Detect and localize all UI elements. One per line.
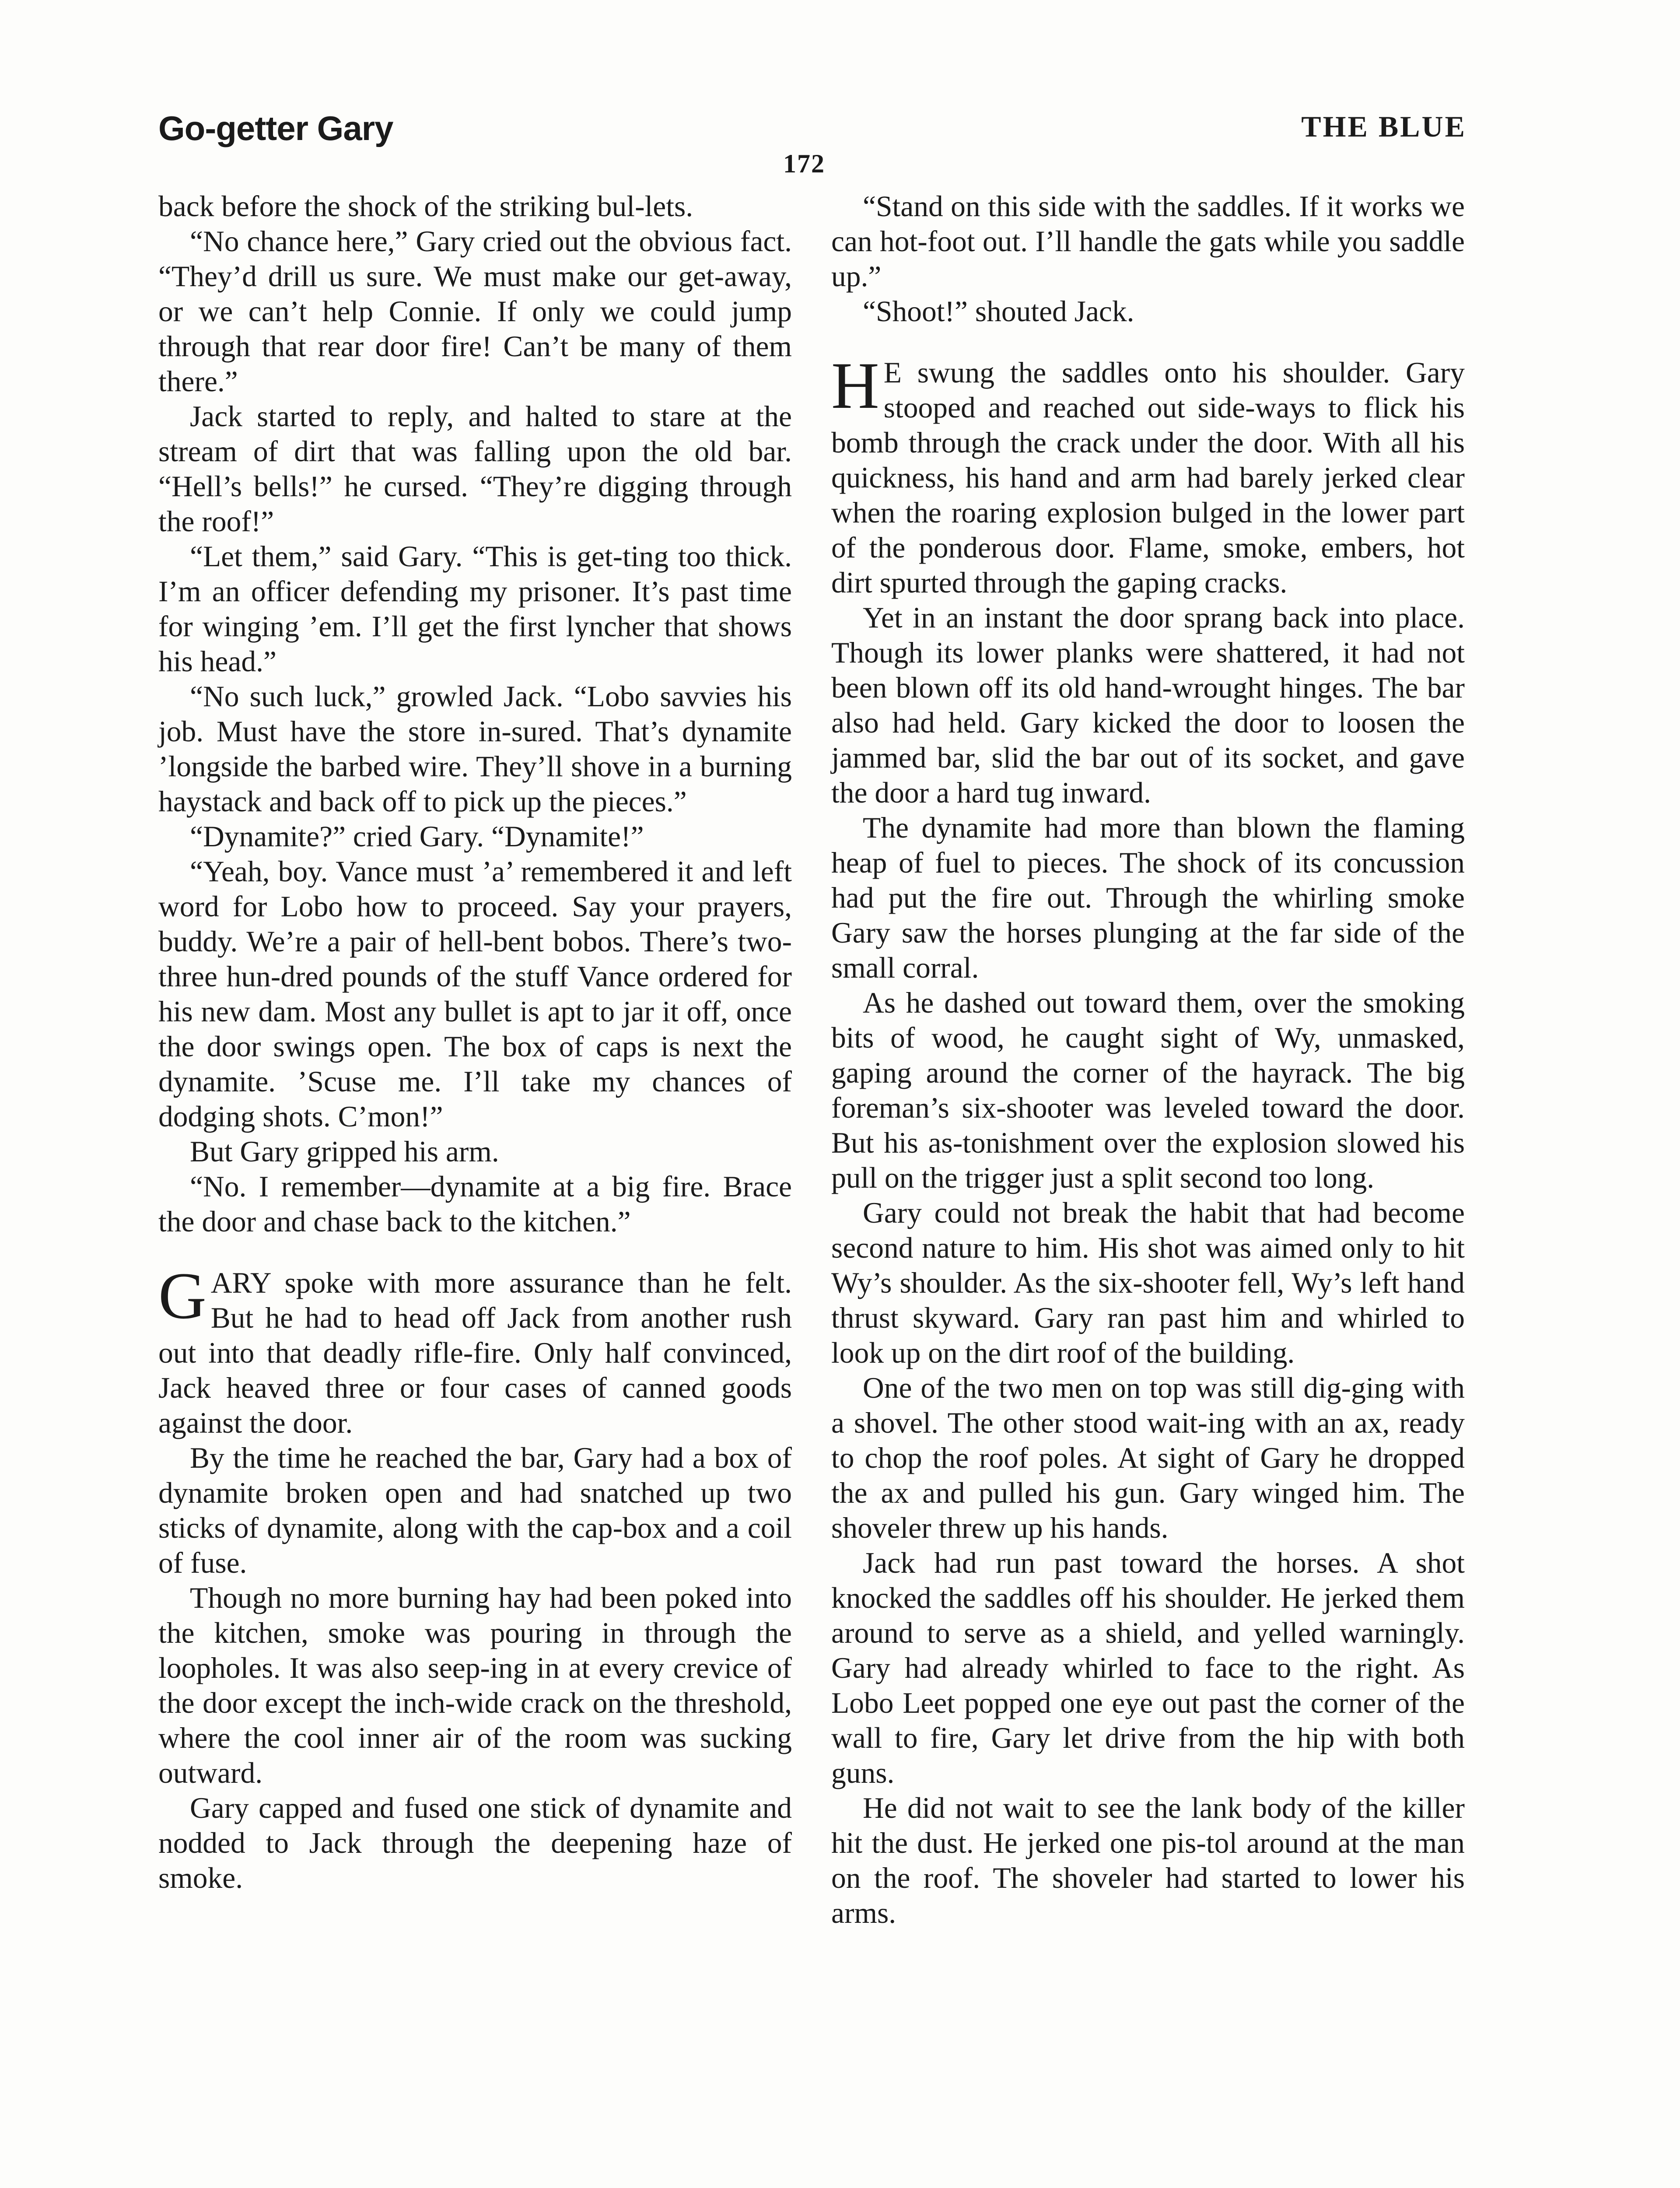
paragraph-text: He did not wait to see the lank body of the killer hit the dust. He jerked one pis-tol around at the man on the roof. The shoveler had started to lower his arms. <box>831 1792 1465 1929</box>
paragraph <box>831 600 1465 810</box>
paragraph-text: The dynamite had more than blown the flaming heap of fuel to pieces. The shock of its concussion had put the fire out. Through the whirling smoke Gary saw the horses plunging at the far side of the small corral. <box>831 811 1465 984</box>
paragraph <box>831 985 1465 1196</box>
magazine-title: THE BLUE <box>1301 110 1466 143</box>
paragraph <box>831 1196 1465 1371</box>
paragraph-text: back before the shock of the striking bul-lets. <box>158 190 693 223</box>
paragraph-text: E swung the saddles onto his shoulder. Gary stooped and reached out side-ways to flick his bomb through the crack under the door. With all his quickness, his hand and arm had barely jerked clear when the roaring explosion bulged in the lower part of the ponderous door. Flame, smoke, embers, hot dirt spurted through the gaping cracks. <box>831 356 1465 599</box>
paragraph <box>158 224 792 399</box>
drop-cap: H <box>831 349 879 422</box>
paragraph-text: ARY spoke with more assurance than he felt. But he had to head off Jack from another rush out into that deadly rifle-fire. Only half convinced, Jack heaved three or four cases of canned goods against the door. <box>158 1266 792 1439</box>
paragraph-text: As he dashed out toward them, over the smoking bits of wood, he caught sight of Wy, unmasked, gaping around the corner of the hayrack. The big foreman’s six-shooter was leveled toward the door. But his as-tonishment over the explosion slowed his pull on the trigger just a split second too long. <box>831 986 1465 1194</box>
paragraph <box>158 854 792 1134</box>
paragraph-text: Jack started to reply, and halted to stare at the stream of dirt that was falling upon the old bar. “Hell’s bells!” he cursed. “They’re digging through the roof!” <box>158 400 792 538</box>
paragraph <box>158 1581 792 1791</box>
paragraph-text: One of the two men on top was still dig-ging with a shovel. The other stood wait-ing with an ax, ready to chop the roof poles. At sight of Gary he dropped the ax and pulled his gun. Gary winged him. The shoveler threw up his hands. <box>831 1371 1465 1544</box>
paragraph-text: “Dynamite?” cried Gary. “Dynamite!” <box>190 820 644 853</box>
paragraph <box>158 819 792 854</box>
paragraph <box>158 1134 792 1169</box>
paragraph-text: Though no more burning hay had been poked into the kitchen, smoke was pouring in through the loopholes. It was also seep-ing in at every crevice of the door except the inch-wide crack on the threshold, where the cool inner air of the room was sucking outward. <box>158 1581 792 1789</box>
paragraph-text: But Gary gripped his arm. <box>190 1135 499 1168</box>
paragraph <box>831 1791 1465 1931</box>
paragraph-text: Jack had run past toward the horses. A shot knocked the saddles off his shoulder. He jerked them around to serve as a shield, and yelled warningly. Gary had already whirled to face to the right. As Lobo Leet popped one eye out past the corner of the wall to fire, Gary let drive from the hip with both guns. <box>831 1546 1465 1789</box>
paragraph-text: “No. I remember—dynamite at a big fire. Brace the door and chase back to the kitchen.” <box>158 1170 792 1238</box>
paragraph-text: “Let them,” said Gary. “This is get-ting too thick. I’m an officer defending my prisoner. It’s past time for winging ’em. I’ll get the first lyncher that shows his head.” <box>158 540 792 678</box>
paragraph <box>158 1791 792 1896</box>
paragraph <box>831 1371 1465 1546</box>
paragraph-text: Gary could not break the habit that had become second nature to him. His shot was aimed only to hit Wy’s shoulder. As the six-shooter fell, Wy’s left hand thrust skyward. Gary ran past him and whirled to look up on the dirt roof of the building. <box>831 1196 1465 1369</box>
paragraph-text: “No such luck,” growled Jack. “Lobo savvies his job. Must have the store in-sured. That’s dynamite ’longside the barbed wire. They’ll shove in a burning haystack and back off to pick up the pieces.” <box>158 680 792 818</box>
right-column <box>831 189 1465 1931</box>
paragraph <box>831 294 1465 329</box>
paragraph-text: “Yeah, boy. Vance must ’a’ remembered it and left word for Lobo how to proceed. Say your prayers, buddy. We’re a pair of hell-bent bobos. There’s two-three hun-dred pounds of the stuff Vance ordered for his new dam. Most any bullet is apt to jar it off, once the door swings open. The box of caps is next the dynamite. ’Scuse me. I’ll take my chances of dodging shots. C’mon!” <box>158 855 792 1133</box>
page-number: 172 <box>783 149 825 178</box>
paragraph-text: “Stand on this side with the saddles. If it works we can hot-foot out. I’ll handle the gats while you saddle up.” <box>831 190 1465 293</box>
paragraph <box>158 1259 792 1441</box>
paragraph-text: Gary capped and fused one stick of dynamite and nodded to Jack through the deepening haze of smoke. <box>158 1792 792 1894</box>
paragraph <box>831 349 1465 600</box>
story-title: Go-getter Gary <box>158 109 393 147</box>
paragraph-text: “No chance here,” Gary cried out the obvious fact. “They’d drill us sure. We must make our get-away, or we can’t help Connie. If only we could jump through that rear door fire! Can’t be many of them there.” <box>158 225 792 398</box>
paragraph <box>831 189 1465 294</box>
paragraph-text: By the time he reached the bar, Gary had a box of dynamite broken open and had snatched up two sticks of dynamite, along with the cap-box and a coil of fuse. <box>158 1441 792 1579</box>
paragraph <box>158 399 792 539</box>
paragraph <box>158 539 792 679</box>
paragraph <box>831 810 1465 985</box>
paragraph <box>831 1546 1465 1791</box>
paragraph <box>158 189 792 224</box>
paragraph-text: “Shoot!” shouted Jack. <box>863 295 1134 328</box>
paragraph <box>158 679 792 819</box>
paragraph <box>158 1441 792 1581</box>
paragraph <box>158 1169 792 1239</box>
left-column <box>158 189 792 1896</box>
drop-cap: G <box>158 1259 206 1332</box>
paragraph-text: Yet in an instant the door sprang back into place. Though its lower planks were shattered, it had not been blown off its old hand-wrought hinges. The bar also had held. Gary kicked the door to loosen the jammed bar, slid the bar out of its socket, and gave the door a hard tug inward. <box>831 601 1465 809</box>
